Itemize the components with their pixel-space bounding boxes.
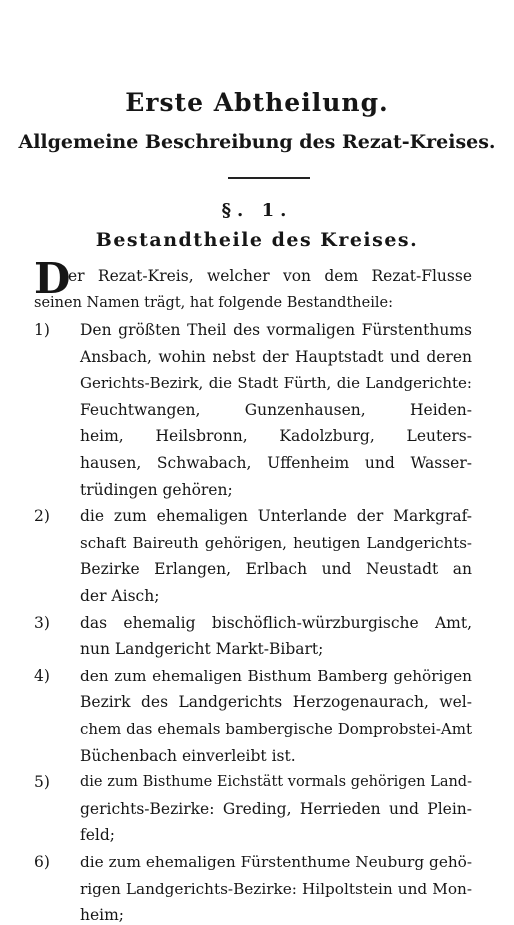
list-item-number: 2) bbox=[34, 507, 50, 526]
list-item-line: Bezirk des Landgerichts Herzogenaurach, wel- bbox=[80, 693, 472, 712]
list-item-line: feld; bbox=[80, 826, 116, 845]
drop-cap: D bbox=[34, 254, 71, 303]
list-item-line: Ansbach, wohin nebst der Hauptstadt und deren bbox=[80, 347, 472, 366]
list-item-line: schaft Baireuth gehörigen, heutigen Landgerichts- bbox=[80, 533, 472, 552]
list-item-line: das ehemalig bischöflich-würzburgische Amt, bbox=[80, 613, 472, 632]
list-item-line: gerichts-Bezirke: Greding, Herrieden und Plein- bbox=[80, 799, 472, 818]
list-item-line: die zum Bisthume Eichstätt vormals gehörigen Land- bbox=[80, 774, 472, 791]
list-item-line: heim, Heilsbronn, Kadolzburg, Leuters- bbox=[80, 427, 472, 446]
list-item-number: 6) bbox=[34, 853, 50, 871]
list-item-line: Feuchtwangen, Gunzenhausen, Heiden- bbox=[80, 400, 472, 419]
title-rule bbox=[228, 177, 310, 179]
list-item-line: die zum ehemaligen Unterlande der Markgraf- bbox=[80, 507, 472, 526]
list-item-line: trüdingen gehören; bbox=[80, 480, 233, 499]
list-item-line: Den größten Theil des vormaligen Fürstenthums bbox=[80, 321, 472, 339]
list-item-line: den zum ehemaligen Bisthum Bamberg gehörigen bbox=[80, 666, 472, 685]
intro-line: seinen Namen trägt, hat folgende Bestandtheile: bbox=[34, 295, 393, 311]
list-item-number: 3) bbox=[34, 613, 50, 632]
list-item-line: der Aisch; bbox=[80, 587, 160, 605]
section-number: §. 1. bbox=[221, 200, 293, 221]
list-item-number: 5) bbox=[34, 773, 50, 792]
list-item-line: Büchenbach einverleibt ist. bbox=[80, 746, 296, 765]
intro-line: er Rezat-Kreis, welcher von dem Rezat-Flusse bbox=[68, 267, 472, 285]
list-item-line: Gerichts-Bezirk, die Stadt Fürth, die Landgerichte: bbox=[80, 374, 472, 393]
section-heading: Bestandtheile des Kreises. bbox=[95, 229, 419, 251]
part-title: Erste Abtheilung. bbox=[125, 88, 389, 117]
list-item-line: chem das ehemals bambergische Domprobstei-Amt bbox=[80, 720, 472, 738]
list-item-number: 4) bbox=[34, 666, 50, 685]
list-item-line: nun Landgericht Markt-Bibart; bbox=[80, 640, 324, 659]
chapter-subtitle: Allgemeine Beschreibung des Rezat-Kreises. bbox=[18, 131, 496, 153]
list-item-number: 1) bbox=[34, 321, 50, 339]
list-item-line: die zum ehemaligen Fürstenthume Neuburg gehö- bbox=[80, 853, 472, 871]
list-item-line: Bezirke Erlangen, Erlbach und Neustadt an bbox=[80, 560, 472, 579]
list-item-line: heim; bbox=[80, 906, 125, 925]
list-item-line: hausen, Schwabach, Uffenheim und Wasser- bbox=[80, 454, 472, 472]
list-item-line: rigen Landgerichts-Bezirke: Hilpoltstein und Mon- bbox=[80, 879, 472, 898]
